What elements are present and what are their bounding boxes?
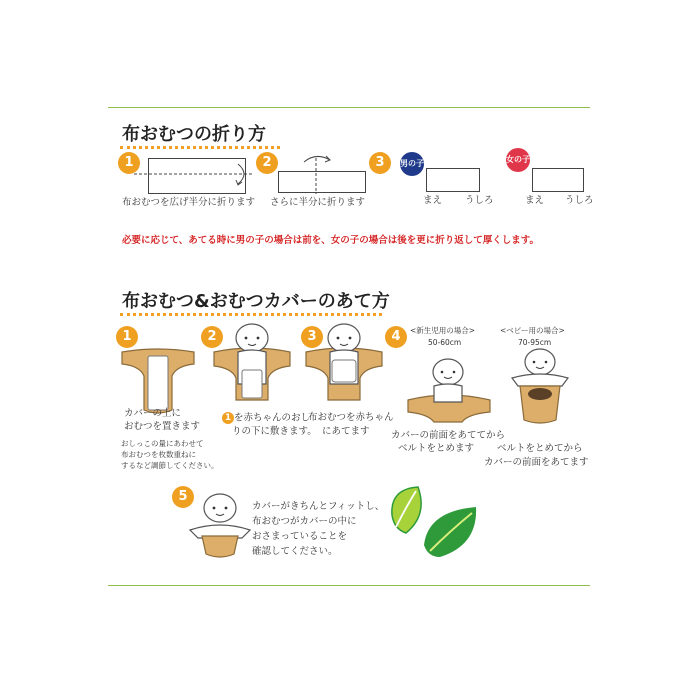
boy-fold-illustration: [426, 168, 480, 192]
baby-cover-illustration: [506, 346, 576, 426]
boy-front-label: まえ: [423, 195, 443, 206]
baby-line2: カバーの前面をあてます: [484, 457, 589, 468]
fold-arrow-2: [290, 152, 350, 196]
step2-1-sub3: するなど調節してください。: [121, 461, 219, 470]
step2-2-line1: [222, 412, 310, 425]
step2-3-line1: 布おむつを赤ちゃん: [308, 412, 394, 423]
step3-number: 3: [369, 152, 391, 174]
cloth-on-baby-illustration: [304, 322, 386, 402]
girl-back-label: うしろ: [565, 195, 594, 206]
section2-title-underline: [120, 313, 382, 316]
step2-caption: さらに半分に折ります: [270, 197, 366, 208]
fold-line-1: [134, 156, 254, 196]
section1-title-underline: [120, 146, 280, 149]
step2-1-sub1: おしっこの量にあわせて: [121, 439, 204, 448]
step1-caption: 布おむつを広げ半分に折ります: [122, 197, 256, 208]
step2-1-number: 1: [116, 326, 138, 348]
section1-title: 布おむつの折り方: [122, 124, 266, 145]
step-ref-badge: 1: [222, 412, 234, 424]
step2-2-line2: りの下に敷きます。: [232, 426, 317, 437]
baby-lying-on-cover-illustration: [212, 322, 294, 402]
step2-1-sub2: 布おむつを枚数重ねに: [121, 450, 196, 459]
girl-fold-illustration: [532, 168, 584, 192]
newborn-cover-illustration: [404, 356, 494, 426]
girl-badge: 女の子: [506, 148, 530, 172]
step2-5-line2: 布おむつがカバーの中に: [252, 516, 357, 527]
newborn-line1: カバーの前面をあててから: [391, 430, 506, 441]
step2-3-number: 3: [301, 326, 323, 348]
newborn-line2: ベルトをとめます: [398, 443, 475, 454]
step2-1-line1: カバーの上に: [124, 408, 182, 419]
boy-badge: 男の子: [400, 152, 424, 176]
baby-size: 70-95cm: [518, 338, 552, 347]
newborn-size: 50-60cm: [428, 338, 462, 347]
bottom-divider: [108, 585, 590, 586]
section2-title: 布おむつ&おむつカバーのあて方: [122, 291, 390, 312]
step2-3-line2: にあてます: [322, 426, 370, 437]
step2-5-line1: カバーがきちんとフィットし、: [252, 501, 385, 512]
step2-5-line4: 確認してください。: [252, 546, 338, 557]
step2-5-number: 5: [172, 486, 194, 508]
step2-5-line3: おさまっていることを: [252, 531, 348, 542]
leaf-icon: [388, 485, 484, 565]
step2-2-number: 2: [201, 326, 223, 348]
step1-number: 1: [118, 152, 140, 174]
step2-4-number: 4: [385, 326, 407, 348]
folding-note: 必要に応じて、あてる時に男の子の場合は前を、女の子の場合は後を更に折り返して厚くします。: [122, 235, 540, 246]
boy-back-label: うしろ: [465, 195, 494, 206]
step2-2-line1-text: を赤ちゃんのおし: [234, 412, 311, 424]
baby-label: <ベビー用の場合>: [500, 326, 565, 335]
baby-wearing-cover-illustration: [180, 490, 260, 560]
top-divider: [108, 107, 590, 108]
step2-1-line2: おむつを置きます: [124, 421, 201, 432]
girl-front-label: まえ: [525, 195, 545, 206]
step2-number: 2: [256, 152, 278, 174]
baby-line1: ベルトをとめてから: [497, 443, 583, 454]
newborn-label: <新生児用の場合>: [410, 326, 476, 335]
